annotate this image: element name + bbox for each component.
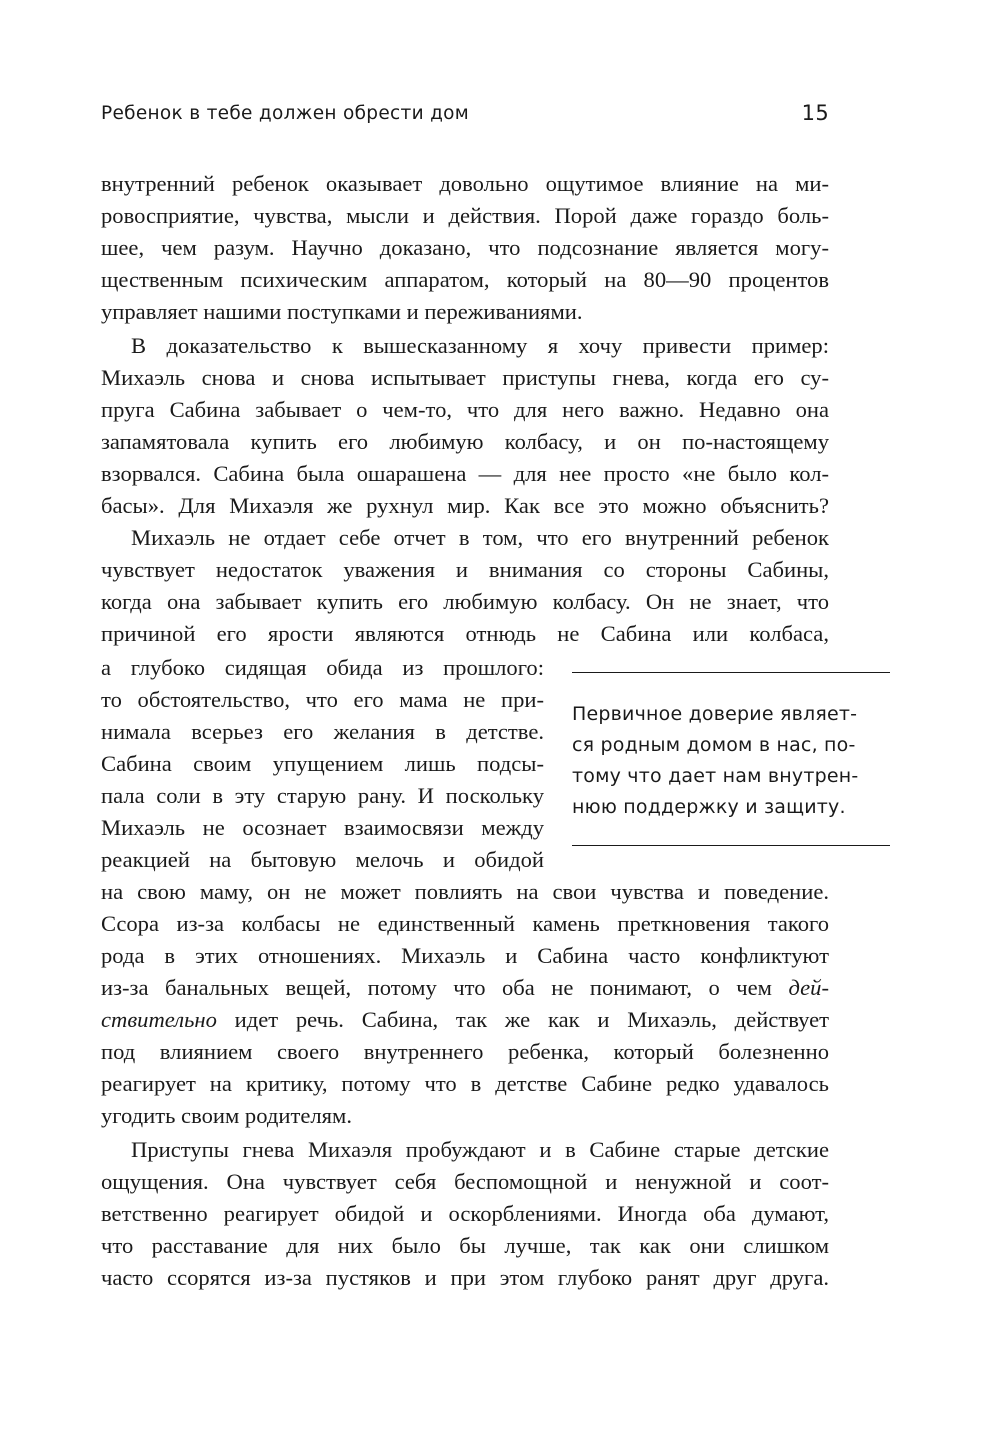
text-line: управляет нашими поступками и переживаниями. xyxy=(101,299,583,324)
text-line: а глубоко сидящая обида из прошлого: xyxy=(101,655,544,680)
text-line: угодить своим родителям. xyxy=(101,1103,352,1128)
text-line: на свою маму, он не может повлиять на свои чувства и поведение. xyxy=(101,879,829,904)
text-line: Приступы гнева Михаэля пробуждают и в Сабине старые детские xyxy=(131,1137,829,1162)
text-line: Сабина своим упущением лишь подсы- xyxy=(101,751,544,776)
text-line: под влиянием своего внутреннего ребенка, который болезненно xyxy=(101,1039,829,1064)
text-line: Михаэль снова и снова испытывает приступы гнева, когда его су- xyxy=(101,365,829,390)
pull-quote-bottom-rule xyxy=(572,845,890,846)
text-line: часто ссорятся из-за пустяков и при этом глубоко ранят друг друга. xyxy=(101,1265,829,1290)
running-head xyxy=(101,103,829,133)
text-line: пруга Сабина забывает о чем-то, что для него важно. Недавно она xyxy=(101,397,829,422)
pull-quote-line: тому что дает нам внутрен- xyxy=(572,765,859,787)
text-line: то обстоятельство, что его мама не при- xyxy=(101,687,544,712)
running-title: Ребенок в тебе должен обрести дом xyxy=(101,103,470,124)
text-line: рода в этих отношениях. Михаэль и Сабина часто конфликтуют xyxy=(101,943,829,968)
text-line: внутренний ребенок оказывает довольно ощутимое влияние на ми- xyxy=(101,171,829,196)
text-line: щественным психическим аппаратом, который на 80—90 процентов xyxy=(101,267,829,292)
text-line: реагирует на критику, потому что в детстве Сабине редко удавалось xyxy=(101,1071,829,1096)
pull-quote-line: Первичное доверие являет- xyxy=(572,703,858,725)
text-line: ровосприятие, чувства, мысли и действия. Порой даже гораздо боль- xyxy=(101,203,829,228)
text-line: Михаэль не осознает взаимосвязи между xyxy=(101,815,544,840)
text-line xyxy=(101,1004,829,1036)
text-line: Ссора из-за колбасы не единственный камень преткновения такого xyxy=(101,911,829,936)
italic-emphasis: ствительно xyxy=(101,1007,217,1032)
text-line xyxy=(101,972,829,1004)
text-line: Михаэль не отдает себе отчет в том, что его внутренний ребенок xyxy=(131,525,829,550)
text-line: взорвался. Сабина была ошарашена — для нее просто «не было кол- xyxy=(101,461,829,486)
text-line: В доказательство к вышесказанному я хочу привести пример: xyxy=(131,333,829,358)
text-line: когда она забывает купить его любимую колбасу. Он не знает, что xyxy=(101,589,829,614)
text-line: запамятовала купить его любимую колбасу, и он по-настоящему xyxy=(101,429,829,454)
text-run: идет речь. Сабина, так же как и Михаэль, действует xyxy=(216,1007,829,1032)
text-line: шее, чем разум. Научно доказано, что подсознание является могу- xyxy=(101,235,829,260)
pull-quote-top-rule xyxy=(572,672,890,673)
pull-quote-line: нюю поддержку и защиту. xyxy=(572,796,846,818)
text-line: нимала всерьез его желания в детстве. xyxy=(101,719,544,744)
text-line: пала соли в эту старую рану. И поскольку xyxy=(101,783,544,808)
text-line: ветственно реагирует обидой и оскорблениями. Иногда оба думают, xyxy=(101,1201,829,1226)
text-line: что расставание для них было бы лучше, так как они слишком xyxy=(101,1233,829,1258)
text-line: реакцией на бытовую мелочь и обидой xyxy=(101,847,544,872)
italic-emphasis: дей- xyxy=(788,975,829,1000)
text-line: чувствует недостаток уважения и внимания со стороны Сабины, xyxy=(101,557,829,582)
page-number: 15 xyxy=(801,101,829,125)
text-run: из-за банальных вещей, потому что оба не понимают, о чем xyxy=(101,975,789,1000)
text-line: ощущения. Она чувствует себя беспомощной и ненужной и соот- xyxy=(101,1169,829,1194)
text-line: причиной его ярости являются отнюдь не Сабина или колбаса, xyxy=(101,621,829,646)
text-line: басы». Для Михаэля же рухнул мир. Как все это можно объяснить? xyxy=(101,493,829,518)
pull-quote-line: ся родным домом в нас, по- xyxy=(572,734,856,756)
